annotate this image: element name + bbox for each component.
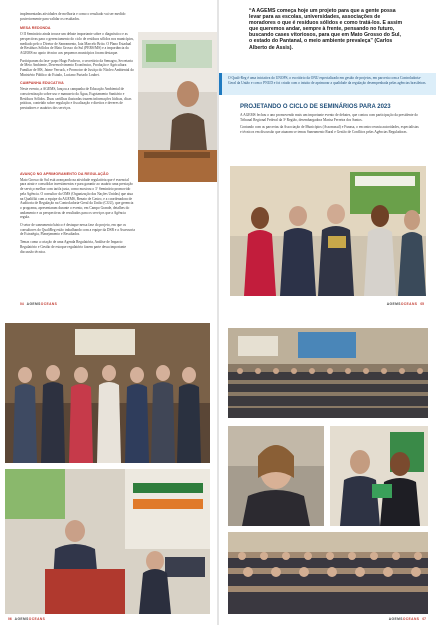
paragraph: Temas como a criação de uma Agenda Regulatória, Análise de Impacto Regulatório e Gestão de estoque regulatório fazem parte dessa importante discussão técnica. <box>20 240 127 254</box>
speaker-at-podium-photo <box>5 469 210 614</box>
intro-paragraph: implementadas atividades de melhoria e como o resultado vai ser medido posteriormente para validar os resultados. <box>20 12 126 21</box>
page-number: 06 <box>8 617 12 621</box>
group-photo <box>5 323 210 463</box>
page-number: 07 <box>422 617 426 621</box>
page-footer <box>389 617 426 621</box>
section-heading: CAMPANHA EDUCATIVA <box>20 81 64 86</box>
page-footer <box>20 302 57 306</box>
magazine-brand: AGEMSOCEANS <box>14 617 46 621</box>
page-number: 04 <box>20 302 24 306</box>
text-column <box>240 113 420 138</box>
paragraph: Participaram da fase- papo Hugo Pacheco, o secretário da Semagro, Secretaria de Meio Ambiente, Desenvolvimento Econômico, Produção e Agricultura Familiar de MS, Jaime Verruck, e Promotor de Justiça do Núcleo Ambiental do Ministério Público do Estado, Luciano Furtado Loubet. <box>20 58 134 77</box>
magazine-brand: AGEMSOCEANS <box>386 302 418 306</box>
award-handover-photo <box>330 426 428 526</box>
page-number: 05 <box>420 302 424 306</box>
paragraph: A AGEMS fechou o ano promovendo mais um importante evento de debates, que contou com participação da presidente do Tribunal Regional Federal da 3ª Região, desembargadora Marisa Ferreira dos Santos. <box>240 113 418 122</box>
paragraph: O setor de saneamento básico é destaque nessa fase do projeto, em que os consultores do QualiReg estão trabalhando com a equipe da DSB e a Assessoria de Estratégia, Planejamento e Resultados. <box>20 223 135 237</box>
auditorium-photo <box>228 328 428 418</box>
page-07 <box>219 312 436 625</box>
pull-quote: “A AGEMS começa hoje um projeto para que a gente possa levar para as escolas, universidades, associações de moradores o que é resíduos sólidos e como tratá-los. E assim que queremos andar, sempre à frente, pensando no futuro, buscando cases vitoriosos, para que em Mato Grosso do Sul, o estado do Pantanal, o meio ambiente prevaleça” (Carlos Alberto de Assis). <box>249 8 403 51</box>
page-footer <box>387 302 424 306</box>
page-05 <box>219 0 436 312</box>
section-heading: PROJETANDO O CICLO DE SEMINÁRIOS PARA 2023 <box>240 104 391 110</box>
award-ceremony-photo <box>230 166 426 296</box>
section-heading: AVANÇO NO APRIMORAMENTO DA REGULAÇÃO <box>20 172 109 176</box>
magazine-brand: AGEMSOCEANS <box>26 302 58 306</box>
audience-photo <box>228 532 428 614</box>
seminar-speaker-photo <box>138 32 217 182</box>
qualireg-info-box: O Quali-Reg é uma iniciativa do UNOPS, o escritório da ONU especializado em gestão de projetos, em parceria com a Controladoria- Geral da União e com o PNUD e foi criado com o intuito de aprimorar a qualidade da regulação desempenhada pelas agências brasileiras. <box>219 73 436 95</box>
paragraph: Mato Grosso do Sul está avançando na atividade regulatória que é essencial para atrair e consolidar investimentos e para garantir ao usuário uma prestação de serviço melhor com tarifa justa, como mostrou o 3º Seminário promovido pela Agência. O consultor da OMS (Organização das Nações Unidas) que atua na Qualifiki com a equipe da AGEMS, Renato de Castro, e a coordenadora de Auditoria de Regulação na Controladoria-Geral da União (CGU), que gerencia o programa, apresentaram durante o evento, em Campo Grande, detalhes do andamento e as perspectivas de resultados para os serviços que a Agência regula. <box>20 177 134 220</box>
portrait-photo-woman <box>228 426 324 526</box>
paragraph: O II Seminário ainda trouxe um debate importante sobre o diagnóstico e as perspectivas para o gerenciamento do ciclo de resíduos sólidos nos municípios, mediado pelo o Diretor de Saneamento, Iata Marcelo Brito. O Plano Estadual de Resíduos Sólidos de Mato Grosso do Sul (PERS/MS) e a importância da AGEMS no apoio técnico aos pequenos municípios foram destaque. <box>20 32 134 55</box>
magazine-spread-bottom <box>0 312 436 625</box>
paragraph: Neste evento, a AGEMS, lançou a campanha de Educação Ambiental de conscientização sobre uso e manuseio da Água, Esgotamento Sanitário e Resíduos Sólidos. Duas cartilhas ilustradas trazem informações lúdicas, dicas práticas, conteúdo sobre regulação e fiscalização e direitos e deveres de prestadores e usuários dos serviços. <box>20 87 132 110</box>
page-04 <box>0 0 217 312</box>
magazine-spread-top <box>0 0 436 312</box>
page-06 <box>0 312 217 625</box>
paragraph: Contando com as parcerias da Associação de Municípios (Assomasul) e Funasa, o encontro reuniu autoridades, especialistas e técnicos em discussão que atuaram se temas Saneamento Rural e Gestão de Conflitos pelas Agências Reguladoras. <box>240 125 419 135</box>
page-footer <box>8 617 45 621</box>
text-column <box>20 12 135 114</box>
text-column <box>20 172 135 257</box>
magazine-brand: AGEMSOCEANS <box>388 617 420 621</box>
section-heading: MESA REDONDA <box>20 26 51 31</box>
